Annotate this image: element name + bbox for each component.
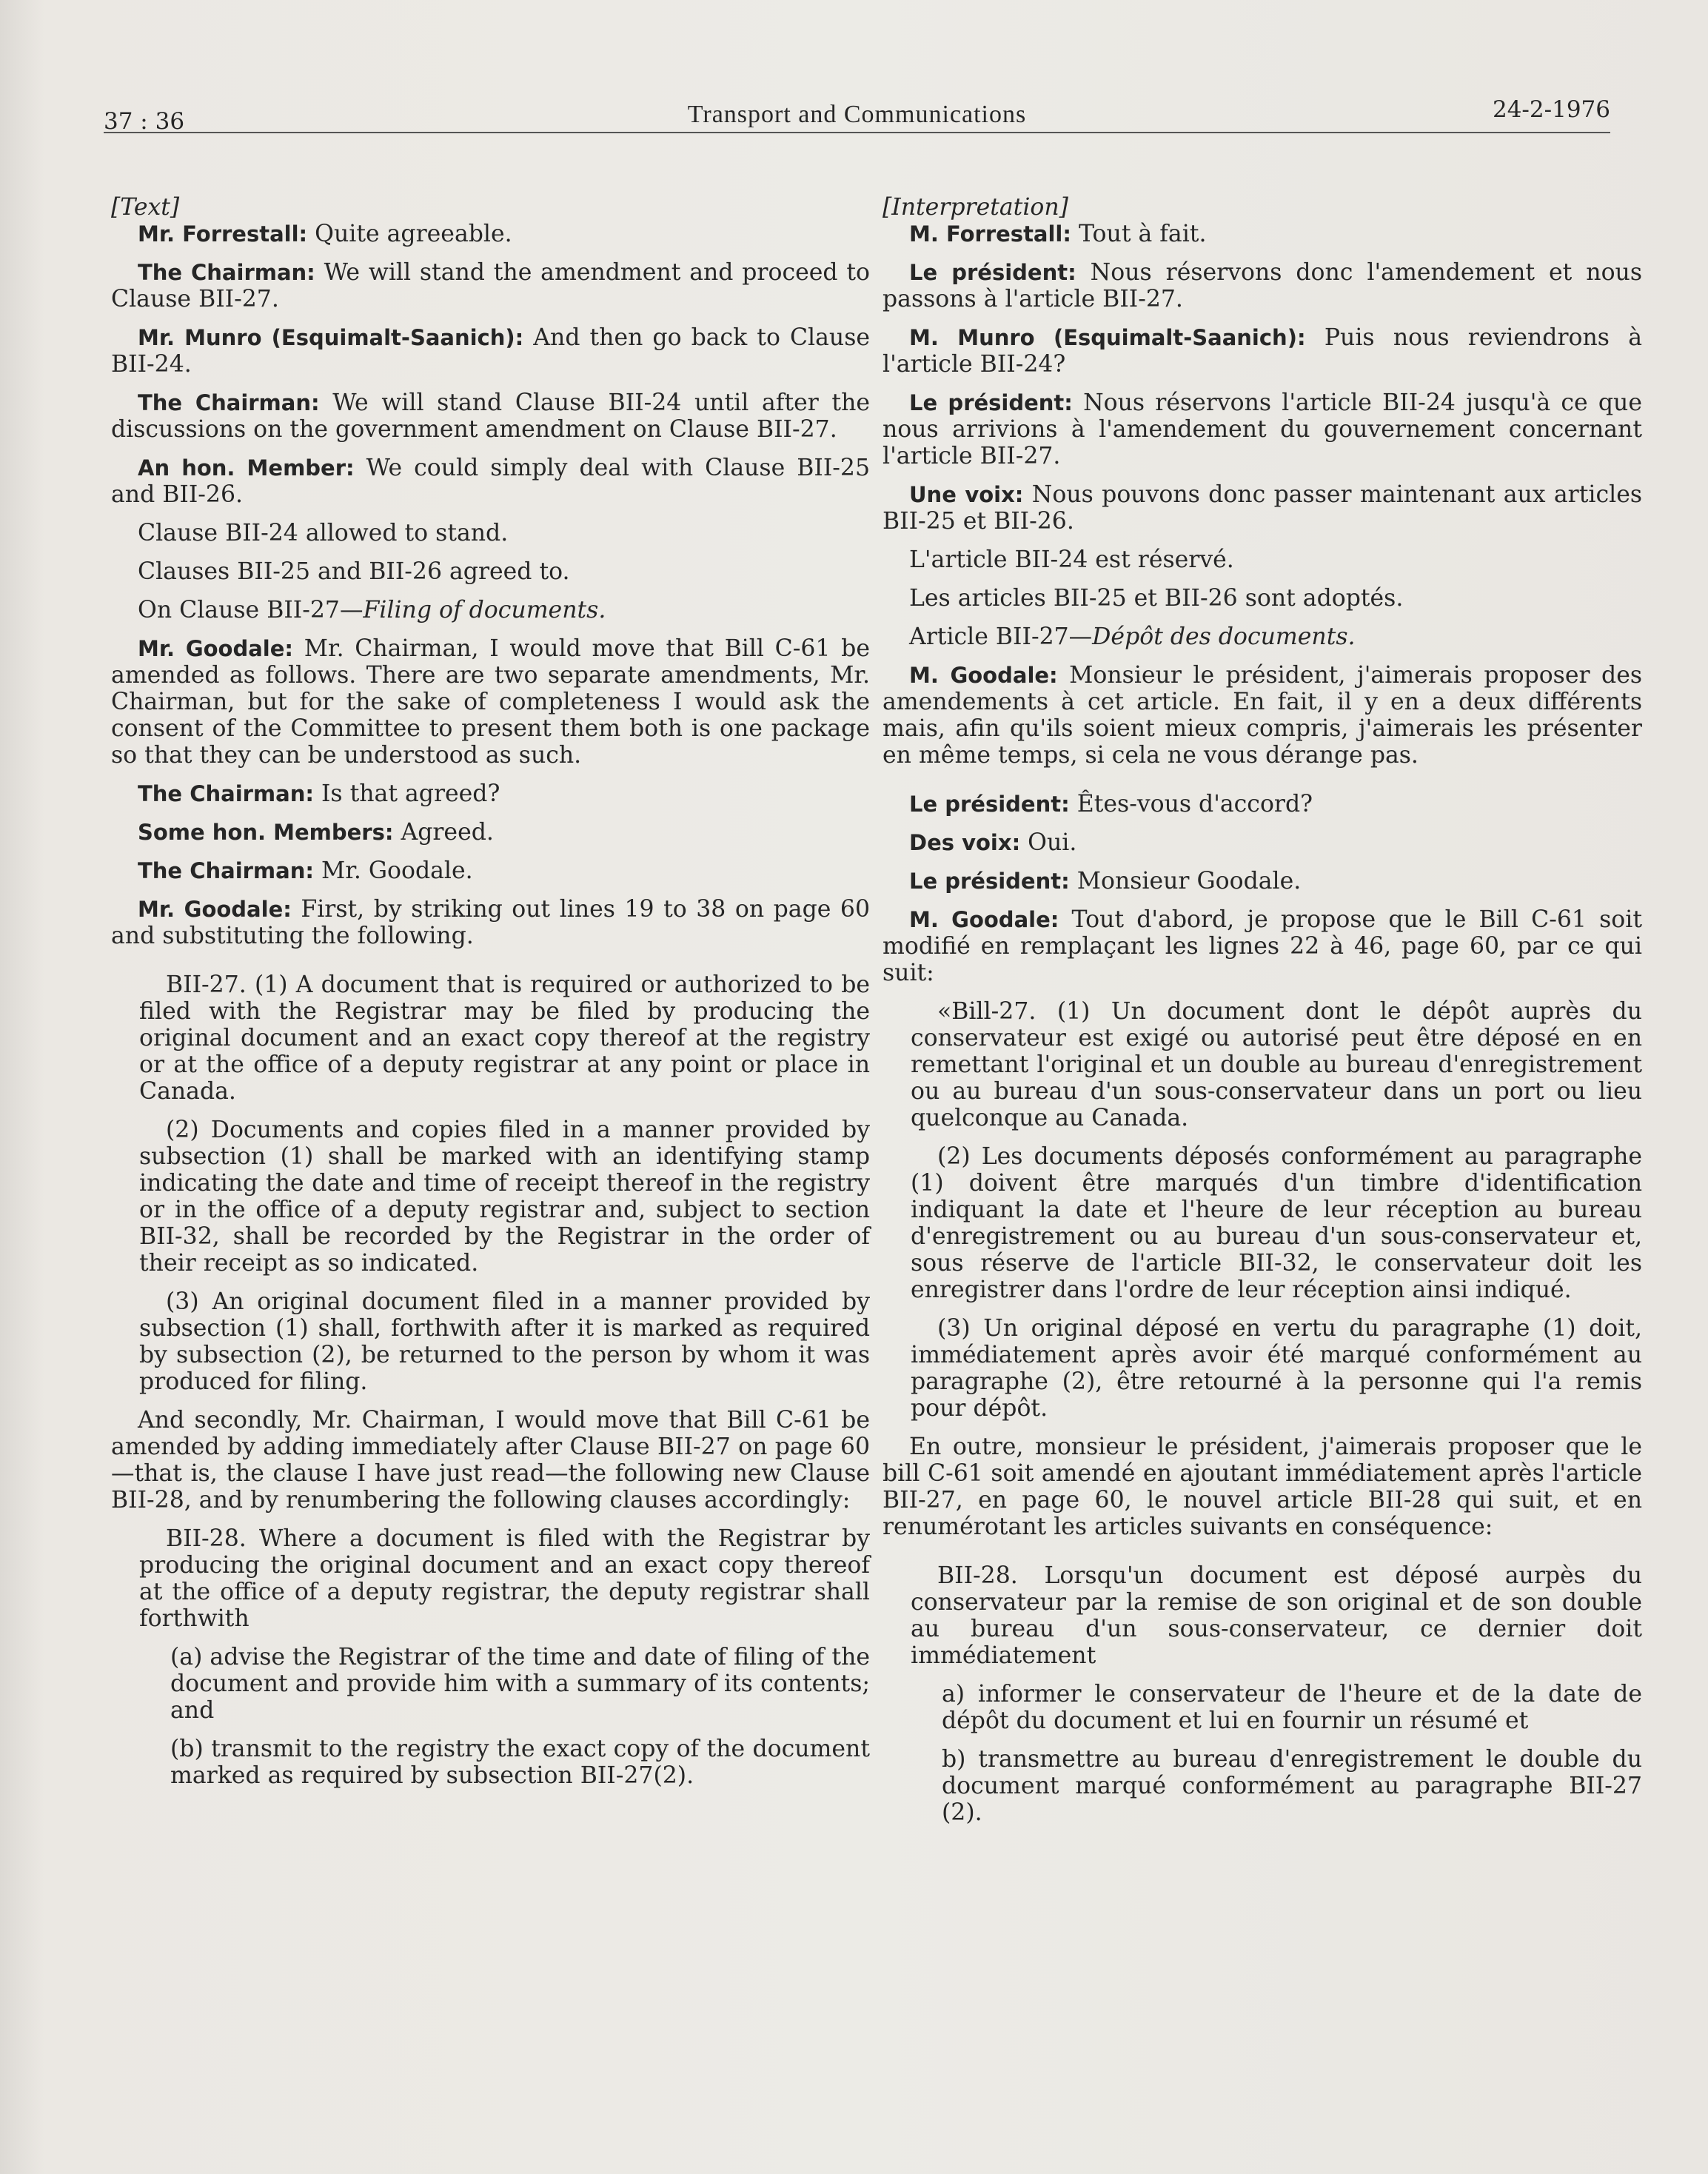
speaker-label: Mr. Forrestall: [138,221,308,247]
paragraph-text: First, by striking out lines 19 to 38 on page 60 and substituting the following. [111,896,870,949]
paragraph [111,324,870,378]
speaker-label: M. Goodale: [909,907,1059,932]
speaker-label: M. Forrestall: [909,221,1071,247]
paragraph [942,1681,1642,1734]
clause-title: Filing of documents. [363,597,606,623]
speaker-label: Le président: [909,260,1076,285]
paragraph [883,1434,1642,1540]
paragraph [170,1736,870,1789]
paragraph [111,857,870,884]
paragraph-text: «Bill-27. (1) Un document dont le dépôt auprès du conservateur est exigé ou autorisé peut être déposé en en remettant l'original et un double au bureau d'enregistrement ou au bureau d'un sous-conservateur dans un port ou lieu quelconque au Canada. [911,998,1642,1131]
section-marker: [Interpretation] [883,194,1068,221]
paragraph [111,1407,870,1514]
paragraph-text: Les articles BII-25 et BII-26 sont adoptés. [909,585,1404,612]
paragraph-text: Tout d'abord, je propose que le Bill C-61 soit modifié en remplaçant les lignes 22 à 46, page 60, par ce qui suit: [883,906,1642,986]
paragraph [883,623,1642,650]
paragraph-text: L'article BII-24 est réservé. [909,546,1234,573]
paragraph [911,998,1642,1131]
paragraph-text: Mr. Chairman, I would move that Bill C-61 be amended as follows. There are two separate amendments, Mr. Chairman, but for the sake of completeness I would ask the consent of the Committee to present them both is one package so that they can be understood as such. [111,635,870,769]
speaker-label: Le président: [909,792,1070,817]
running-title: Transport and Communications [687,101,1027,128]
speaker-label: Des voix: [909,830,1021,855]
paragraph-text: Clause BII-24 allowed to stand. [138,520,509,546]
paragraph-text: We could simply deal with Clause BII-25 and BII-26. [111,455,870,508]
paragraph [883,829,1642,856]
paragraph [139,971,870,1105]
paragraph [111,635,870,769]
paragraph-text: Mr. Goodale. [313,857,473,884]
paragraph [111,389,870,443]
paragraph-text: And then go back to Clause BII-24. [111,324,870,378]
paragraph-text: Nous réservons l'article BII-24 jusqu'à ce que nous arrivions à l'amendement du gouvernement concernant l'article BII-27. [883,389,1642,469]
speaker-label: Mr. Goodale: [138,636,294,661]
paragraph-text: Puis nous reviendrons à l'article BII-24? [883,324,1642,378]
paragraph-text: On Clause BII-27— [138,597,364,623]
speaker-label: The Chairman: [138,390,320,415]
paragraph-text: (2) Les documents déposés conformément au paragraphe (1) doivent être marqués d'un timbre d'identification indiquant la date et l'heure de leur réception au bureau d'enregistrement ou au bureau d'un sous-conservateur et, sous réserve de l'article BII-32, le conservateur doit les enregistrer dans l'ordre de leur réception ainsi indiqué. [911,1143,1642,1303]
paragraph-text: Agreed. [393,819,494,846]
speaker-label: Le président: [909,869,1070,894]
speaker-label: Mr. Goodale: [138,897,292,922]
section-marker: [Text] [111,194,180,221]
paragraph [139,1117,870,1277]
paragraph [111,597,870,623]
paragraph [883,791,1642,817]
speaker-label: The Chairman: [138,858,314,883]
clause-title: Dépôt des documents. [1092,623,1356,650]
paragraph [111,780,870,807]
paragraph [111,819,870,846]
paragraph [911,1562,1642,1669]
english-column [111,194,870,1801]
paragraph-text: (b) transmit to the registry the exact copy of the document marked as required by subsection BII-27(2). [170,1736,870,1789]
paragraph [170,1644,870,1724]
paragraph-text: Nous pouvons donc passer maintenant aux articles BII-25 et BII-26. [883,481,1643,535]
paragraph-text: We will stand Clause BII-24 until after the discussions on the government amendment on Clause BII-27. [111,389,870,443]
paragraph-text: (3) An original document filed in a manner provided by subsection (1) shall, forthwith after it is marked as required by subsection (2), be returned to the person by whom it was produced for filing. [139,1288,870,1395]
speaker-label: Une voix: [909,482,1024,507]
french-column [883,194,1642,1838]
paragraph [883,906,1642,986]
paragraph [111,558,870,585]
paragraph-text: En outre, monsieur le président, j'aimerais proposer que le bill C-61 soit amendé en ajoutant immédiatement après l'article BII-27, en page 60, le nouvel article BII-28 qui suit, et en renumérotant les articles suivants en conséquence: [883,1434,1642,1540]
paragraph [139,1288,870,1395]
paragraph [883,868,1642,894]
paragraph [111,259,870,312]
paragraph-text: Clauses BII-25 and BII-26 agreed to. [138,558,570,585]
paragraph-text: Êtes-vous d'accord? [1069,791,1313,817]
paragraph [883,259,1642,312]
paragraph-text: Monsieur le président, j'aimerais proposer des amendements à cet article. En fait, il y en a deux différents mais, afin qu'ils soient mieux compris, j'aimerais les présenter en même temps, si cela ne vous dérange pas. [883,662,1643,769]
paragraph-text: Nous réservons donc l'amendement et nous passons à l'article BII-27. [883,259,1642,312]
paragraph [911,1143,1642,1303]
paragraph [111,896,870,949]
speaker-label: M. Goodale: [909,663,1058,688]
speaker-label: M. Munro (Esquimalt-Saanich): [909,325,1306,350]
paragraph [883,481,1642,535]
paragraph [111,455,870,508]
paragraph-text: Tout à fait. [1071,221,1207,247]
paragraph [883,546,1642,573]
paragraph-text: (3) Un original déposé en vertu du paragraphe (1) doit, immédiatement après avoir été marqué conformément au paragraphe (2), être retourné à la personne qui l'a remis pour dépôt. [911,1315,1642,1422]
speaker-label: An hon. Member: [138,455,355,481]
speaker-label: Mr. Munro (Esquimalt-Saanich): [138,325,524,350]
paragraph-text: Oui. [1020,829,1077,856]
paragraph [883,662,1642,769]
publication-date: 24-2-1976 [1492,96,1610,123]
page-header [104,96,1610,133]
paragraph-text: Monsieur Goodale. [1069,868,1302,894]
paragraph-text: b) transmettre au bureau d'enregistrement le double du document marqué conformément au paragraphe BII-27 (2). [942,1746,1642,1826]
paragraph-text: Is that agreed? [313,780,500,807]
speaker-label: The Chairman: [138,781,314,806]
paragraph [111,221,870,247]
paragraph [883,324,1642,378]
paragraph [139,1525,870,1632]
speaker-label: Le président: [909,390,1073,415]
speaker-label: Some hon. Members: [138,820,394,845]
paragraph-text: BII-28. Lorsqu'un document est déposé aurpès du conservateur par la remise de son original et de son double au bureau d'un sous-conservateur, ce dernier doit immédiatement [911,1562,1642,1669]
page-number: 37 : 36 [104,108,185,135]
paragraph-text: BII-28. Where a document is filed with the Registrar by producing the original document and an exact copy thereof at the office of a deputy registrar, the deputy registrar shall forthwith [139,1525,870,1632]
paragraph-text: a) informer le conservateur de l'heure et de la date de dépôt du document et lui en fournir un résumé et [942,1681,1642,1734]
paragraph [883,221,1642,247]
paragraph-text: (a) advise the Registrar of the time and date of filing of the document and provide him with a summary of its contents; and [170,1644,870,1724]
paragraph-text: (2) Documents and copies filed in a manner provided by subsection (1) shall be marked with an identifying stamp indicating the date and time of receipt thereof in the registry or in the office of a deputy registrar and, subject to section BII-32, shall be recorded by the Registrar in the order of their receipt as so indicated. [139,1117,870,1277]
paragraph [883,389,1642,469]
speaker-label: The Chairman: [138,260,315,285]
paragraph [911,1315,1642,1422]
paragraph [942,1746,1642,1826]
paragraph-text: We will stand the amendment and proceed to Clause BII-27. [111,259,870,312]
paragraph [883,585,1642,612]
paragraph [111,520,870,546]
paragraph-text: And secondly, Mr. Chairman, I would move that Bill C-61 be amended by adding immediately after Clause BII-27 on page 60—that is, the clause I have just read—the following new Clause BII-28, and by renumbering the following clauses accordingly: [111,1407,870,1514]
paragraph-text: BII-27. (1) A document that is required or authorized to be filed with the Registrar may be filed by producing the original document and an exact copy thereof at the registry or at the office of a deputy registrar at any point or place in Canada. [139,971,870,1105]
paragraph-text: Quite agreeable. [307,221,512,247]
paragraph-text: Article BII-27— [909,623,1093,650]
